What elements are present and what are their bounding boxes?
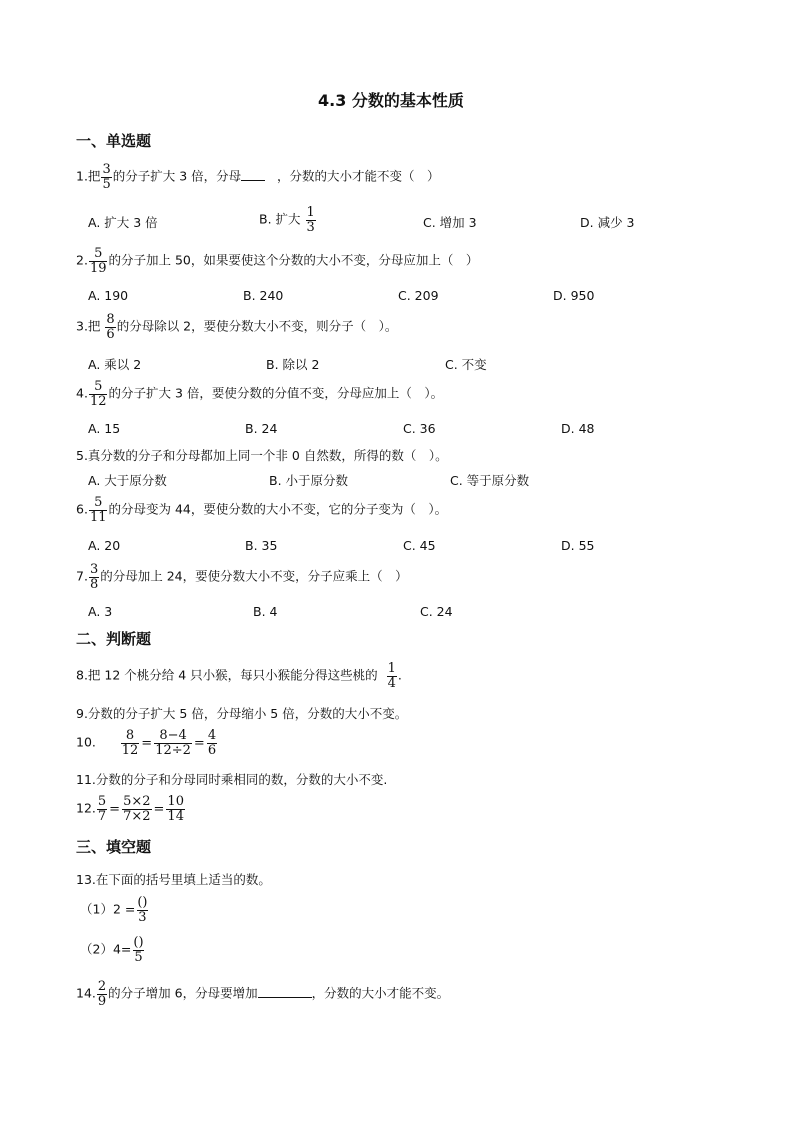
option-a[interactable]: A. 15 [88,421,121,436]
option-c[interactable]: C. 36 [403,421,436,436]
question-text: 8.把 12 个桃分给 4 只小猴，每只小猴能分得这些桃的 [76,667,378,683]
fraction [89,563,99,591]
question-text: 的分母变为 44，要使分数的大小不变，它的分子变为（ ）。 [108,501,448,517]
question-13: 13.在下面的括号里填上适当的数。 [76,872,271,887]
page-title: 4.3 分数的基本性质 [318,91,464,110]
question-text: 的分子加上 50，如果要使这个分数的大小不变，分母应加上（ ） [108,252,479,268]
denominator: 5 [134,949,143,965]
fraction [306,206,316,234]
denominator: 3 [138,909,147,925]
fraction [89,380,108,408]
fraction [97,795,107,823]
part-label: （1）2 = [80,901,136,917]
question-text-tail: . [397,667,402,683]
fraction [154,729,192,757]
question-prefix: 1.把 [76,168,101,184]
question-text-tail: ，分数的大小才能不变（ ） [277,168,440,184]
question-13-part-2 [80,936,146,964]
question-prefix: 7. [76,568,88,584]
fraction [121,729,140,757]
fraction [122,795,151,823]
denominator: 12÷2 [155,742,191,758]
denominator: 19 [89,260,107,276]
option-d[interactable]: D. 55 [561,538,595,553]
option-d[interactable]: D. 减少 3 [580,215,635,230]
fraction [166,795,185,823]
fraction [105,313,115,341]
denominator: 8 [89,576,99,592]
denominator: 3 [306,219,315,235]
equals-sign: = [141,735,153,751]
fraction[interactable] [136,896,148,924]
question-prefix: 2. [76,252,88,268]
option-a[interactable]: A. 乘以 2 [88,357,142,372]
numerator: 4 [207,728,217,743]
option-b[interactable]: B. 4 [253,604,278,619]
question-prefix: 6. [76,501,88,517]
question-prefix: 3.把 [76,318,101,334]
numerator: 3 [102,162,111,177]
section-heading-fill-blank: 三、填空题 [76,838,152,856]
fraction [89,247,108,275]
option-a[interactable]: A. 扩大 3 倍 [88,215,158,230]
numerator: 8−4 [159,728,187,743]
question-9: 9.分数的分子扩大 5 倍，分母缩小 5 倍，分数的大小不变。 [76,706,408,721]
question-prefix: 12. [76,800,96,816]
question-11: 11.分数的分子和分母同时乘相同的数，分数的大小不变. [76,772,388,787]
denominator: 7 [97,808,107,824]
fraction [97,980,107,1008]
equals-sign: = [109,801,121,817]
question-4 [76,380,443,408]
option-b[interactable]: B. 24 [245,421,278,436]
numerator: 3 [89,562,99,577]
numerator: 1 [387,661,396,676]
part-label: （2）4= [80,941,132,957]
question-13-part-1 [80,896,150,924]
numerator: 1 [306,205,315,220]
option-c[interactable]: C. 24 [420,604,453,619]
option-c[interactable]: C. 增加 3 [423,215,477,230]
question-5: 5.真分数的分子和分母都加上同一个非 0 自然数，所得的数（ ）。 [76,448,448,463]
fraction [89,496,108,524]
question-3 [76,313,397,341]
answer-blank[interactable] [258,997,312,998]
section-heading-true-false: 二、判断题 [76,630,152,648]
question-prefix: 4. [76,385,88,401]
fraction[interactable] [132,936,144,964]
numerator: 2 [97,979,107,994]
option-b[interactable]: B. 除以 2 [266,357,320,372]
denominator: 6 [106,326,115,342]
question-6 [76,496,447,524]
question-text: 的分母加上 24，要使分数大小不变，分子应乘上（ ） [100,568,408,584]
question-1 [76,163,440,191]
denominator: 7×2 [123,808,151,824]
option-c[interactable]: C. 等于原分数 [450,473,530,488]
question-text: 的分子增加 6，分母要增加 [108,985,258,1001]
option-d[interactable]: D. 950 [553,288,595,303]
option-c[interactable]: C. 209 [398,288,439,303]
fraction [207,729,217,757]
question-prefix: 14. [76,985,96,1001]
equals-sign: = [193,735,205,751]
fraction [387,662,397,690]
question-7 [76,563,408,591]
numerator: 5 [94,495,103,510]
question-text-tail: ，分数的大小才能不变。 [311,985,450,1001]
numerator: 8 [106,312,115,327]
option-d[interactable]: D. 48 [561,421,595,436]
numerator: 5 [97,794,107,809]
denominator: 6 [207,742,217,758]
question-2 [76,247,478,275]
fraction [101,163,111,191]
question-14 [76,980,449,1008]
numerator: 10 [167,794,184,809]
option-c[interactable]: C. 45 [403,538,436,553]
option-b[interactable]: B. 小于原分数 [269,473,349,488]
option-a[interactable]: A. 3 [88,604,113,619]
denominator: 11 [89,509,107,525]
option-a[interactable]: A. 大于原分数 [88,473,167,488]
denominator: 5 [102,176,111,192]
question-10 [76,729,218,757]
denominator: 12 [89,393,107,409]
question-text: 的分母除以 2，要使分数大小不变，则分子（ ）。 [116,318,398,334]
option-a[interactable]: A. 190 [88,288,129,303]
question-text: 的分子扩大 3 倍，分母 [112,168,242,184]
question-12 [76,795,186,823]
answer-blank[interactable] [241,180,265,181]
option-b[interactable]: B. 35 [245,538,278,553]
numerator-blank[interactable]: () [133,935,144,950]
section-heading-single-choice: 一、单选题 [76,132,152,150]
question-prefix: 10. [76,734,96,750]
equals-sign: = [153,801,165,817]
numerator-blank[interactable]: () [137,895,148,910]
denominator: 12 [121,742,139,758]
option-a[interactable]: A. 20 [88,538,121,553]
numerator: 5 [94,379,103,394]
numerator: 5 [94,246,103,261]
numerator: 8 [125,728,135,743]
option-label: B. 扩大 [259,211,301,227]
numerator: 5×2 [123,794,151,809]
denominator: 9 [97,993,107,1009]
option-c[interactable]: C. 不变 [445,357,487,372]
question-text: 的分子扩大 3 倍，要使分数的分值不变，分母应加上（ ）。 [108,385,444,401]
denominator: 14 [167,808,184,824]
option-b[interactable]: B. 240 [243,288,284,303]
question-8 [76,662,402,690]
option-b[interactable] [259,206,317,234]
denominator: 4 [387,675,396,691]
